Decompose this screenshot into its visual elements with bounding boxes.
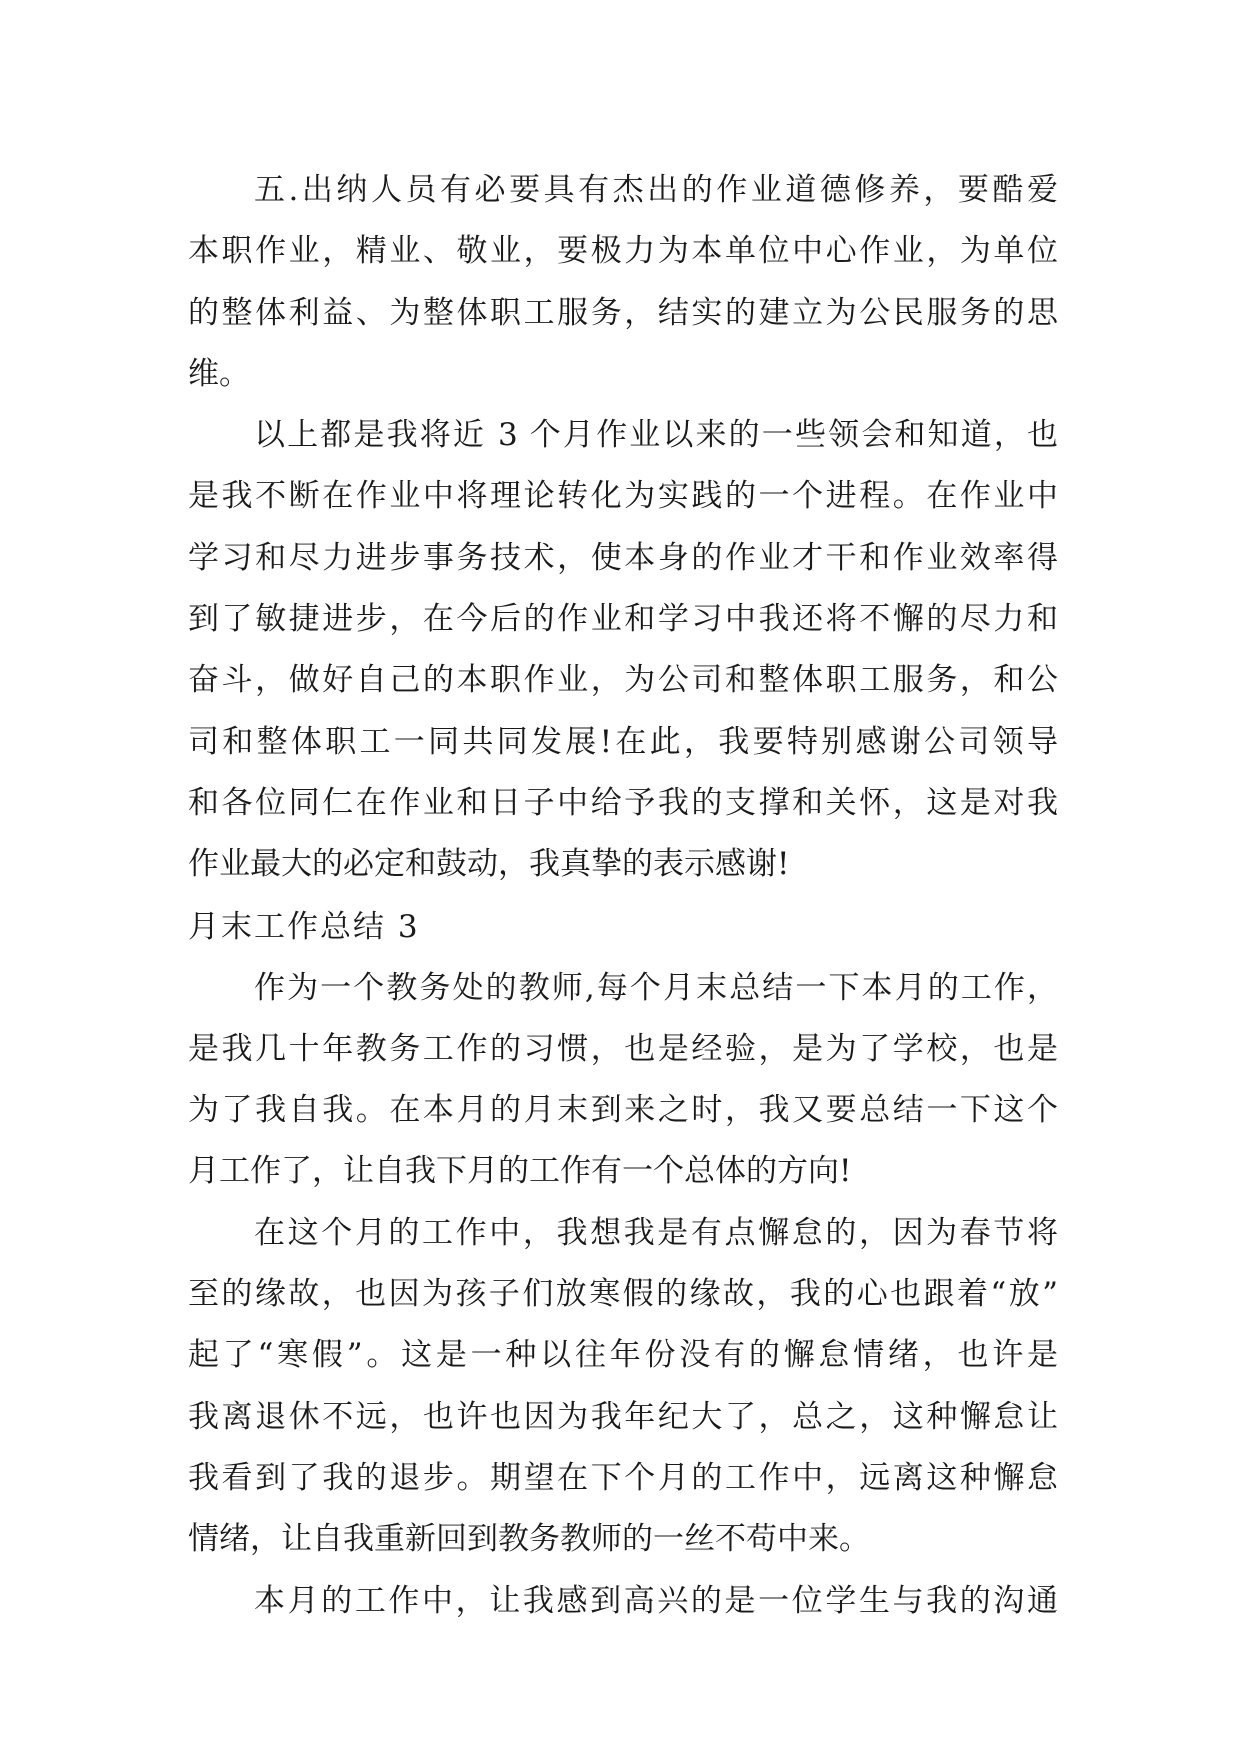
paragraph-3-line-1: 作为一个教务处的教师,每个月末总结一下本月的工作， <box>254 969 1058 1006</box>
paragraph-4-line-1: 在这个月的工作中，我想我是有点懈怠的，因为春节将 <box>254 1214 1058 1251</box>
paragraph-1-line-3: 的整体利益、为整体职工服务，结实的建立为公民服务的思 <box>188 294 1058 331</box>
paragraph-2-line-6: 司和整体职工一同共同发展!在此，我要特别感谢公司领导 <box>188 723 1058 760</box>
paragraph-4-line-2: 至的缘故，也因为孩子们放寒假的缘故，我的心也跟着“放” <box>188 1276 1058 1313</box>
document-body <box>188 160 1058 1632</box>
paragraph-1-line-1: 五.出纳人员有必要具有杰出的作业道德修养，要酷爱 <box>254 172 1058 208</box>
section-heading: 月末工作总结 3 <box>188 908 420 945</box>
paragraph-4-line-6: 情绪，让自我重新回到教务教师的一丝不苟中来。 <box>188 1521 870 1558</box>
paragraph-2-line-4: 到了敏捷进步，在今后的作业和学习中我还将不懈的尽力和 <box>188 601 1058 638</box>
paragraph-4-line-3: 起了“寒假”。这是一种以往年份没有的懈怠情绪，也许是 <box>188 1337 1058 1374</box>
paragraph-2-line-3: 学习和尽力进步事务技术，使本身的作业才干和作业效率得 <box>188 539 1058 576</box>
paragraph-2-line-2: 是我不断在作业中将理论转化为实践的一个进程。在作业中 <box>188 478 1058 515</box>
paragraph-5-line-1: 本月的工作中，让我感到高兴的是一位学生与我的沟通 <box>254 1582 1058 1619</box>
paragraph-3-line-4: 月工作了，让自我下月的工作有一个总体的方向! <box>188 1153 852 1190</box>
paragraph-4-line-4: 我离退休不远，也许也因为我年纪大了，总之，这种懈怠让 <box>188 1398 1058 1435</box>
paragraph-1-line-4: 维。 <box>188 355 250 392</box>
paragraph-3-line-2: 是我几十年教务工作的习惯，也是经验，是为了学校，也是 <box>188 1030 1058 1067</box>
paragraph-4-line-5: 我看到了我的退步。期望在下个月的工作中，远离这种懈怠 <box>188 1459 1058 1496</box>
paragraph-2-line-7: 和各位同仁在作业和日子中给予我的支撑和关怀，这是对我 <box>188 784 1058 821</box>
paragraph-1-line-2: 本职作业，精业、敬业，要极力为本单位中心作业，为单位 <box>188 233 1058 270</box>
paragraph-2-line-5: 奋斗，做好自己的本职作业，为公司和整体职工服务，和公 <box>188 662 1058 699</box>
paragraph-3-line-3: 为了我自我。在本月的月末到来之时，我又要总结一下这个 <box>188 1092 1058 1129</box>
paragraph-2-line-1: 以上都是我将近 3 个月作业以来的一些领会和知道，也 <box>254 417 1058 454</box>
paragraph-2-line-8: 作业最大的必定和鼓动，我真挚的表示感谢! <box>188 846 790 883</box>
